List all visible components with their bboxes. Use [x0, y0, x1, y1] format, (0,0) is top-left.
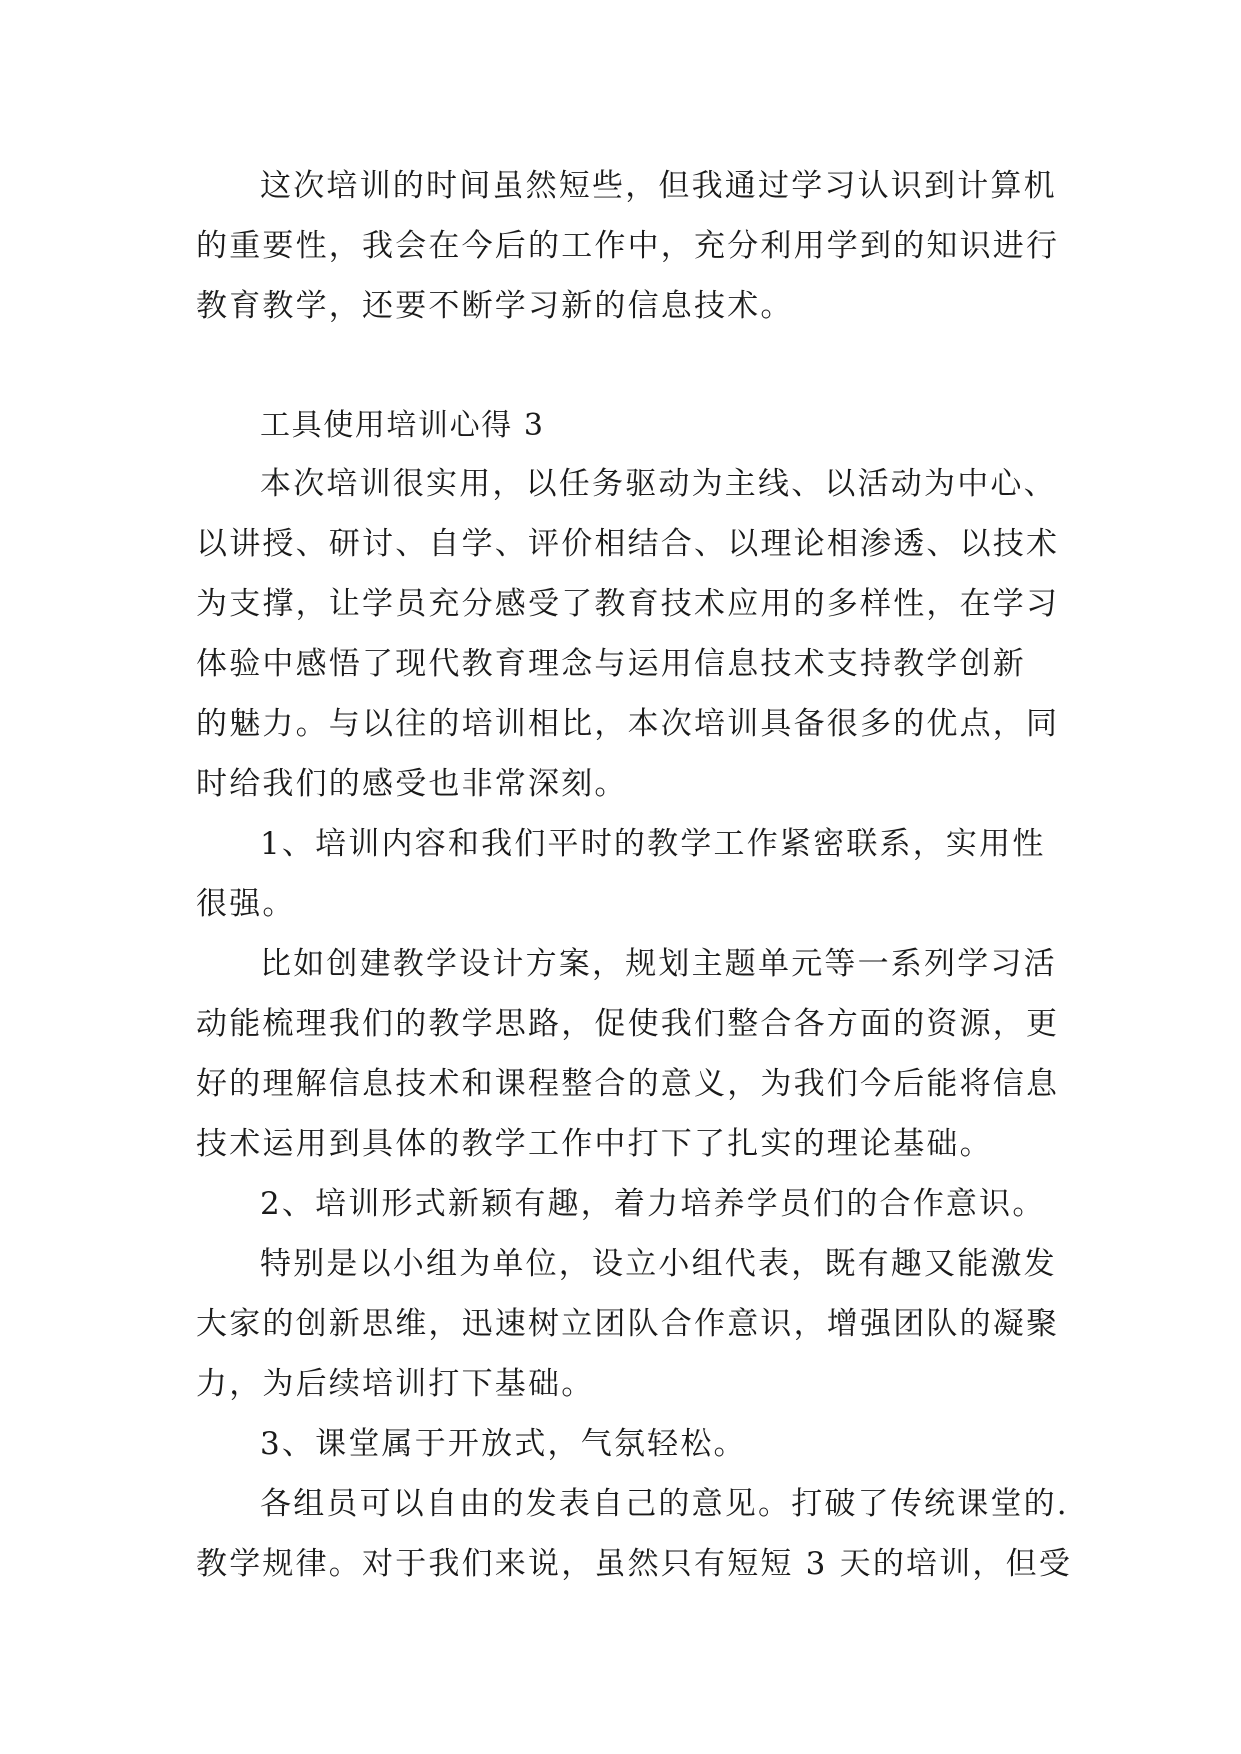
text-line: 本次培训很实用，以任务驱动为主线、以活动为中心、 — [260, 466, 1057, 502]
text-line: 大家的创新思维，迅速树立团队合作意识，增强团队的凝聚 — [196, 1306, 1060, 1342]
text-line: 3、课堂属于开放式，气氛轻松。 — [260, 1426, 747, 1462]
section-heading: 工具使用培训心得 3 — [260, 408, 545, 443]
text-line: 好的理解信息技术和课程整合的意义，为我们今后能将信息 — [196, 1066, 1060, 1102]
text-line: 2、培训形式新颖有趣，着力培养学员们的合作意识。 — [260, 1186, 1046, 1222]
text-line: 教育教学，还要不断学习新的信息技术。 — [196, 288, 794, 324]
text-line: 的魅力。与以往的培训相比，本次培训具备很多的优点，同 — [196, 706, 1060, 742]
text-line: 技术运用到具体的教学工作中打下了扎实的理论基础。 — [196, 1126, 993, 1162]
text-line: 特别是以小组为单位，设立小组代表，既有趣又能激发 — [260, 1246, 1057, 1282]
text-line: 力，为后续培训打下基础。 — [196, 1366, 595, 1402]
text-line: 教学规律。对于我们来说，虽然只有短短 3 天的培训，但受 — [196, 1546, 1073, 1582]
text-line: 为支撑，让学员充分感受了教育技术应用的多样性，在学习 — [196, 586, 1060, 622]
text-line: 以讲授、研讨、自学、评价相结合、以理论相渗透、以技术 — [196, 526, 1060, 562]
text-line: 这次培训的时间虽然短些，但我通过学习认识到计算机 — [260, 168, 1057, 204]
text-line: 的重要性，我会在今后的工作中，充分利用学到的知识进行 — [196, 228, 1060, 264]
text-line: 很强。 — [196, 886, 296, 922]
text-line: 1、培训内容和我们平时的教学工作紧密联系，实用性 — [260, 826, 1046, 862]
text-line: 体验中感悟了现代教育理念与运用信息技术支持教学创新 — [196, 646, 1026, 682]
text-line: 各组员可以自由的发表自己的意见。打破了传统课堂的. — [260, 1486, 1069, 1522]
text-line: 动能梳理我们的教学思路，促使我们整合各方面的资源，更 — [196, 1006, 1060, 1042]
text-line: 时给我们的感受也非常深刻。 — [196, 766, 628, 802]
text-line: 比如创建教学设计方案，规划主题单元等一系列学习活 — [260, 946, 1057, 982]
